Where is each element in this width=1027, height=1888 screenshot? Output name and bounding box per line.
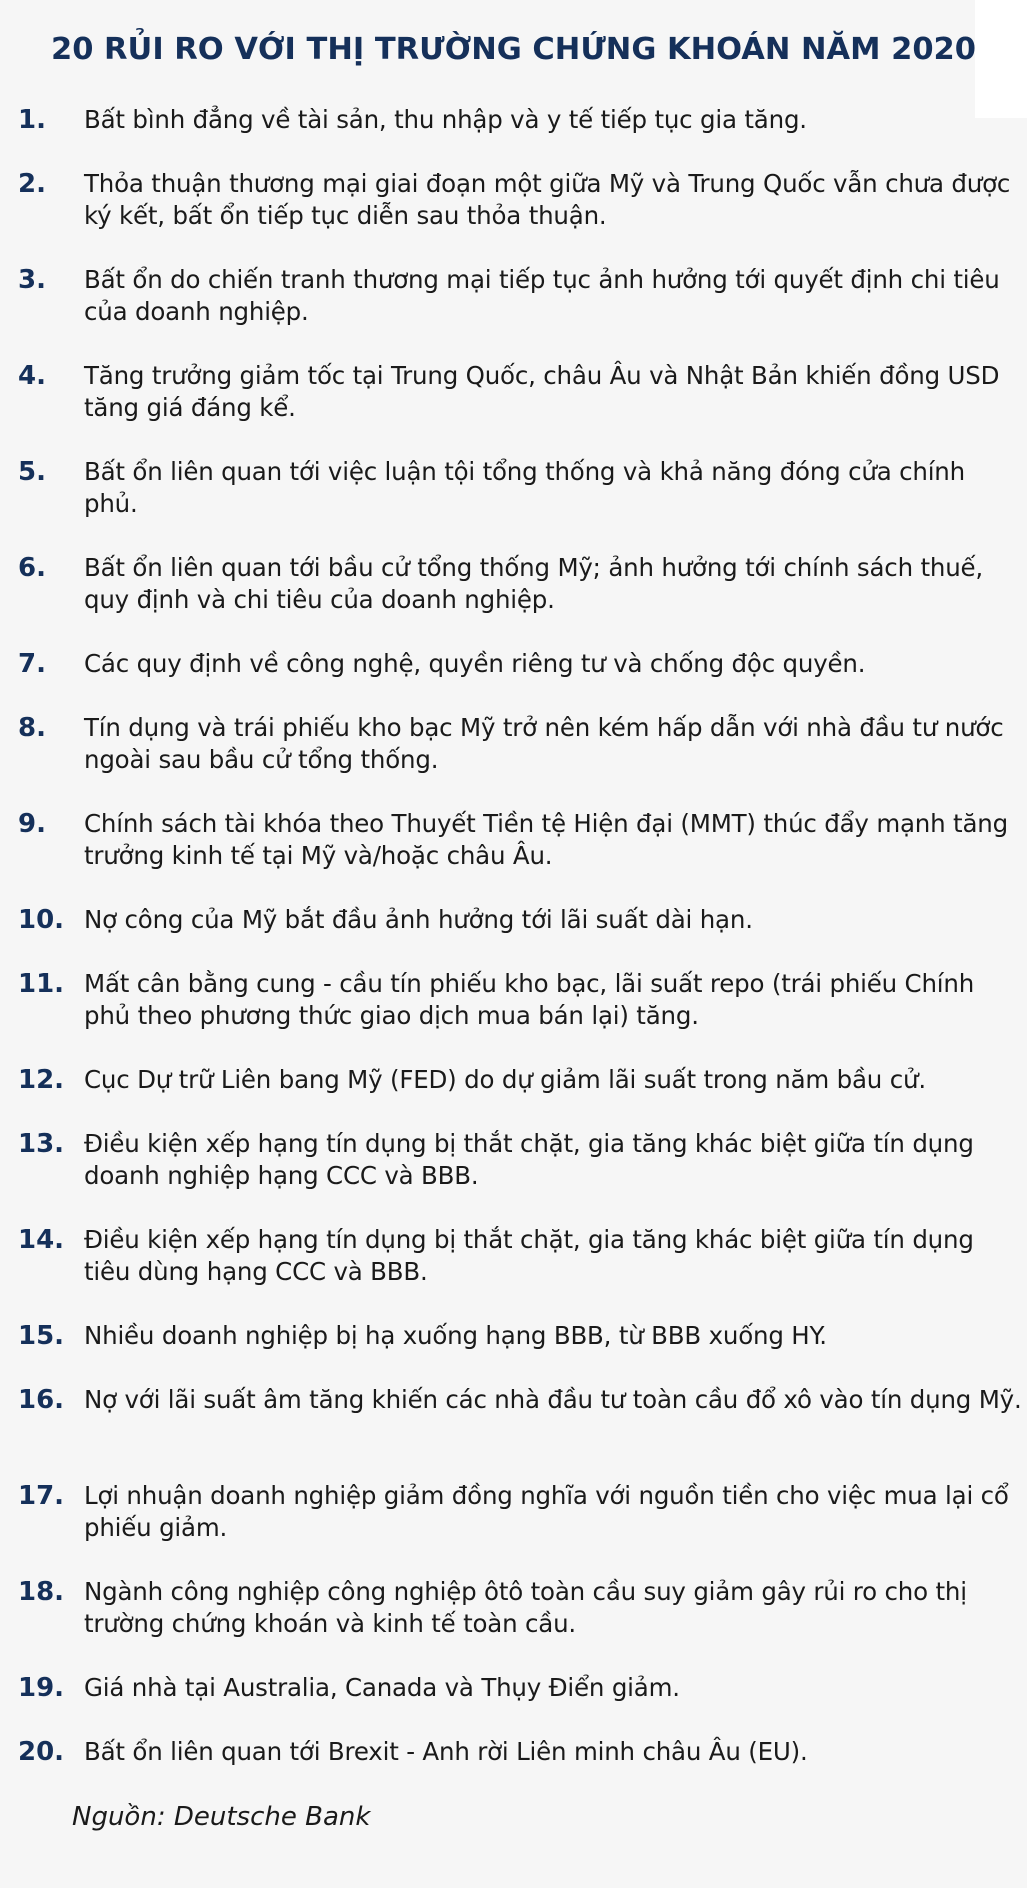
item-text: Ngành công nghiệp công nghiệp ôtô toàn cầu suy giảm gây rủi ro cho thị trường chứng khoán và kinh tế toàn cầu. bbox=[84, 1577, 967, 1638]
item-text: Tăng trưởng giảm tốc tại Trung Quốc, châu Âu và Nhật Bản khiến đồng USD tăng giá đáng kể. bbox=[84, 361, 1000, 422]
item-text: Chính sách tài khóa theo Thuyết Tiền tệ Hiện đại (MMT) thúc đẩy mạnh tăng trưởng kinh tế tại Mỹ và/hoặc châu Âu. bbox=[84, 809, 1008, 870]
item-number: 2. bbox=[18, 169, 46, 199]
list-item bbox=[0, 1672, 1027, 1704]
item-number: 14. bbox=[18, 1225, 65, 1255]
item-text: Điều kiện xếp hạng tín dụng bị thắt chặt, gia tăng khác biệt giữa tín dụng doanh nghiệp hạng CCC và BBB. bbox=[84, 1129, 974, 1190]
item-text: Nợ với lãi suất âm tăng khiến các nhà đầu tư toàn cầu đổ xô vào tín dụng Mỹ. bbox=[84, 1385, 1022, 1414]
list-item bbox=[0, 1128, 1027, 1192]
item-number: 8. bbox=[18, 713, 46, 743]
list-item bbox=[0, 1736, 1027, 1768]
list-item bbox=[0, 904, 1027, 936]
list-item bbox=[0, 1320, 1027, 1352]
list-item bbox=[0, 1064, 1027, 1096]
item-text: Các quy định về công nghệ, quyền riêng tư và chống độc quyền. bbox=[84, 649, 866, 678]
list-item bbox=[0, 552, 1027, 616]
item-text: Giá nhà tại Australia, Canada và Thụy Điển giảm. bbox=[84, 1673, 680, 1702]
item-number: 17. bbox=[18, 1481, 65, 1511]
page-title: 20 RỦI RO VỚI THỊ TRƯỜNG CHỨNG KHOÁN NĂM 2020 bbox=[51, 32, 976, 67]
item-text: Bất ổn do chiến tranh thương mại tiếp tục ảnh hưởng tới quyết định chi tiêu của doanh nghiệp. bbox=[84, 265, 1000, 326]
risk-list bbox=[0, 104, 1027, 1800]
list-item bbox=[0, 1576, 1027, 1640]
list-item bbox=[0, 456, 1027, 520]
item-text: Bất ổn liên quan tới bầu cử tổng thống Mỹ; ảnh hưởng tới chính sách thuế, quy định và chi tiêu của doanh nghiệp. bbox=[84, 553, 984, 614]
item-number: 18. bbox=[18, 1577, 65, 1607]
item-number: 10. bbox=[18, 905, 65, 935]
item-number: 12. bbox=[18, 1065, 65, 1095]
list-item bbox=[0, 264, 1027, 328]
source-credit: Nguồn: Deutsche Bank bbox=[72, 1802, 371, 1832]
list-item bbox=[0, 712, 1027, 776]
item-number: 19. bbox=[18, 1673, 65, 1703]
item-text: Bất ổn liên quan tới Brexit - Anh rời Liên minh châu Âu (EU). bbox=[84, 1737, 808, 1766]
item-number: 6. bbox=[18, 553, 46, 583]
item-text: Nợ công của Mỹ bắt đầu ảnh hưởng tới lãi suất dài hạn. bbox=[84, 905, 753, 934]
item-number: 4. bbox=[18, 361, 46, 391]
list-item bbox=[0, 104, 1027, 136]
list-item bbox=[0, 1384, 1027, 1448]
item-text: Thỏa thuận thương mại giai đoạn một giữa Mỹ và Trung Quốc vẫn chưa được ký kết, bất ổn tiếp tục diễn sau thỏa thuận. bbox=[84, 169, 1011, 230]
list-item bbox=[0, 968, 1027, 1032]
item-text: Điều kiện xếp hạng tín dụng bị thắt chặt, gia tăng khác biệt giữa tín dụng tiêu dùng hạng CCC và BBB. bbox=[84, 1225, 974, 1286]
item-text: Mất cân bằng cung - cầu tín phiếu kho bạc, lãi suất repo (trái phiếu Chính phủ theo phương thức giao dịch mua bán lại) tăng. bbox=[84, 969, 975, 1030]
item-text: Nhiều doanh nghiệp bị hạ xuống hạng BBB, từ BBB xuống HY. bbox=[84, 1321, 827, 1350]
list-item bbox=[0, 648, 1027, 680]
item-number: 11. bbox=[18, 969, 65, 999]
item-number: 3. bbox=[18, 265, 46, 295]
item-text: Bất ổn liên quan tới việc luận tội tổng thống và khả năng đóng cửa chính phủ. bbox=[84, 457, 965, 518]
item-text: Tín dụng và trái phiếu kho bạc Mỹ trở nên kém hấp dẫn với nhà đầu tư nước ngoài sau bầu cử tổng thống. bbox=[84, 713, 1004, 774]
item-number: 7. bbox=[18, 649, 46, 679]
list-item bbox=[0, 1224, 1027, 1288]
item-text: Bất bình đẳng về tài sản, thu nhập và y tế tiếp tục gia tăng. bbox=[84, 105, 807, 134]
list-item bbox=[0, 360, 1027, 424]
list-item bbox=[0, 1480, 1027, 1544]
item-number: 9. bbox=[18, 809, 46, 839]
item-number: 15. bbox=[18, 1321, 65, 1351]
item-number: 13. bbox=[18, 1129, 65, 1159]
list-item bbox=[0, 808, 1027, 872]
item-number: 20. bbox=[18, 1737, 65, 1767]
item-text: Cục Dự trữ Liên bang Mỹ (FED) do dự giảm lãi suất trong năm bầu cử. bbox=[84, 1065, 926, 1094]
item-number: 16. bbox=[18, 1385, 65, 1415]
item-text: Lợi nhuận doanh nghiệp giảm đồng nghĩa với nguồn tiền cho việc mua lại cổ phiếu giảm. bbox=[84, 1481, 1009, 1542]
item-number: 5. bbox=[18, 457, 46, 487]
list-item bbox=[0, 168, 1027, 232]
item-number: 1. bbox=[18, 105, 46, 135]
